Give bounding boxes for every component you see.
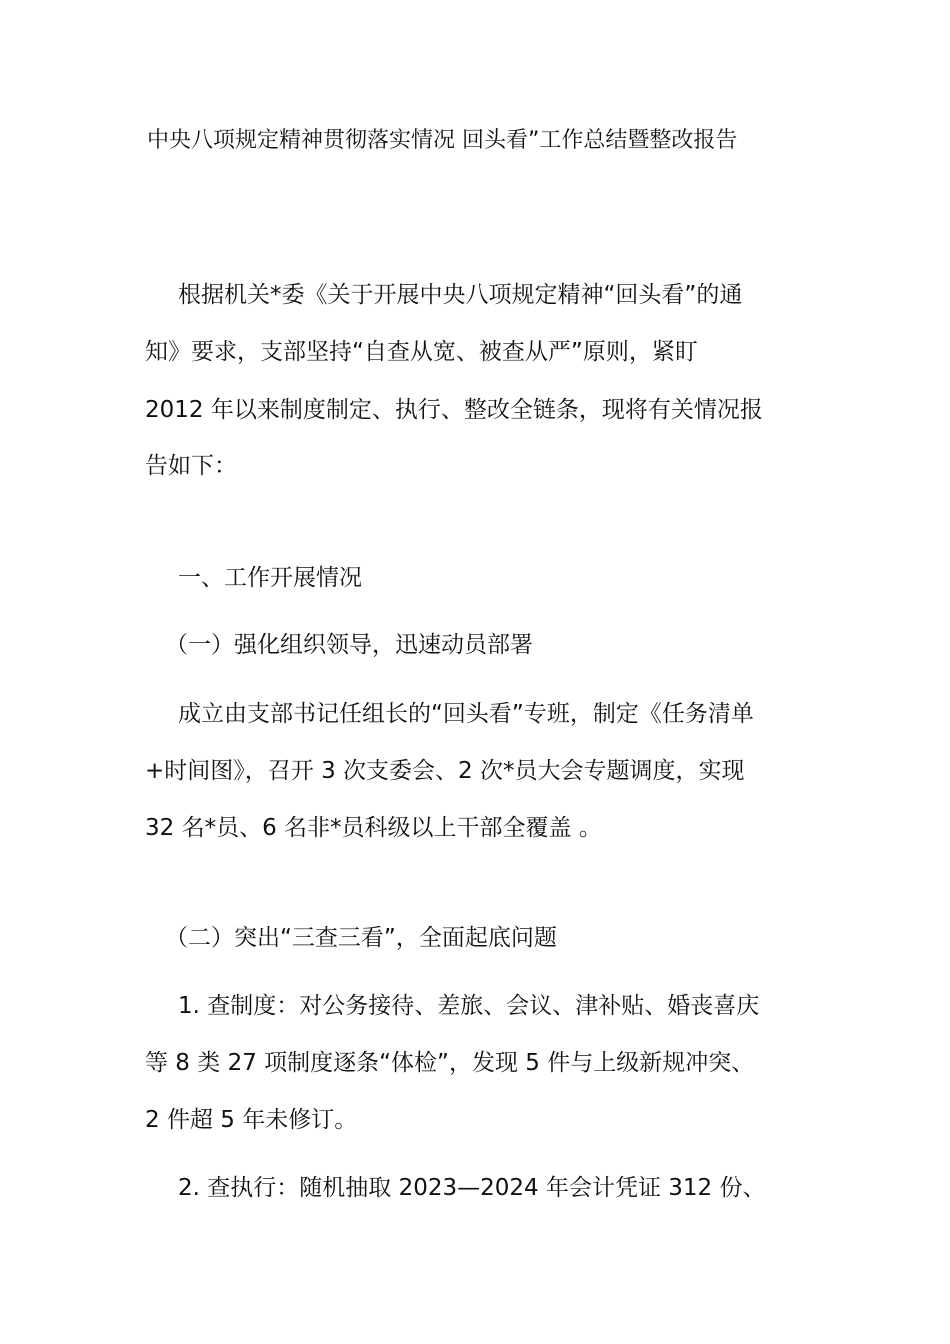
list-item-line: 1. 查制度：对公务接待、差旅、会议、津补贴、婚丧喜庆 xyxy=(178,993,760,1019)
paragraph-line: 32 名*员、6 名非*员科级以上干部全覆盖 。 xyxy=(145,815,602,841)
intro-line: 2012 年以来制度制定、执行、整改全链条，现将有关情况报 xyxy=(145,397,763,423)
document-title: 中央八项规定精神贯彻落实情况 回头看”工作总结暨整改报告 xyxy=(147,128,738,153)
paragraph-line: +时间图》，召开 3 次支委会、2 次*员大会专题调度，实现 xyxy=(145,758,745,784)
subsection-heading: （一）强化组织领导，迅速动员部署 xyxy=(165,632,533,658)
intro-line: 知》要求，支部坚持“自查从宽、被查从严”原则，紧盯 xyxy=(145,339,698,365)
paragraph-line: 成立由支部书记任组长的“回头看”专班，制定《任务清单 xyxy=(178,701,754,727)
section-heading: 一、工作开展情况 xyxy=(178,565,362,591)
intro-line: 根据机关*委《关于开展中央八项规定精神“回头看”的通 xyxy=(178,282,743,308)
list-item-line: 2. 查执行：随机抽取 2023—2024 年会计凭证 312 份、 xyxy=(178,1175,766,1201)
intro-line: 告如下： xyxy=(145,453,237,479)
list-item-line: 2 件超 5 年未修订。 xyxy=(145,1107,358,1133)
subsection-heading: （二）突出“三查三看”，全面起底问题 xyxy=(165,925,557,951)
list-item-line: 等 8 类 27 项制度逐条“体检”，发现 5 件与上级新规冲突、 xyxy=(145,1050,755,1076)
